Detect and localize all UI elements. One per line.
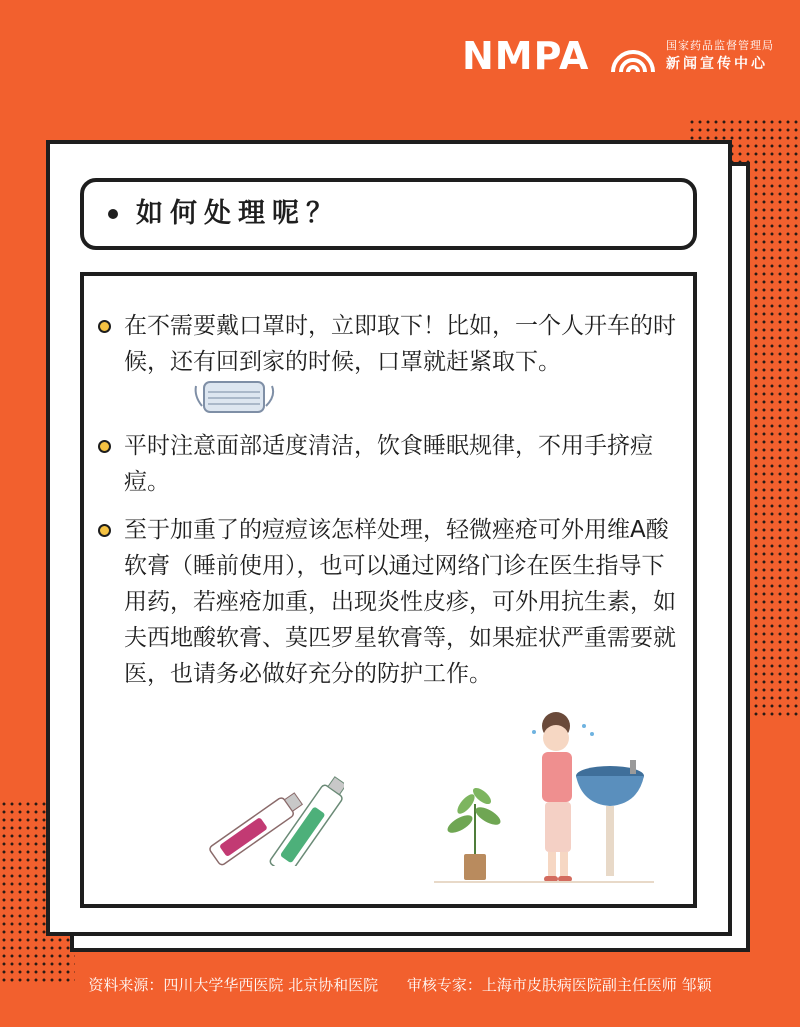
logo-org — [666, 38, 774, 74]
logo-org-line2: 新闻宣传中心 — [666, 56, 768, 72]
logo-brand: NMPA — [462, 34, 590, 78]
ointment-tubes-illustration — [194, 766, 344, 866]
footer-reviewer: 审核专家：上海市皮肤病医院副主任医师 邹颖 — [406, 976, 712, 994]
content-box — [80, 272, 697, 908]
list-item — [98, 308, 678, 418]
bullet-icon — [98, 524, 111, 537]
rainbow-arc-icon — [610, 36, 656, 74]
footer — [0, 974, 800, 996]
item-text: 平时注意面部适度清洁，饮食睡眠规律，不用手挤痘痘。 — [124, 433, 653, 495]
list-item — [98, 428, 678, 504]
heading-bullet — [108, 209, 118, 219]
girl-washing-face-illustration — [424, 704, 664, 904]
logo-org-line1: 国家药品监督管理局 — [666, 39, 774, 52]
list-item — [98, 512, 678, 732]
face-mask-icon — [192, 376, 276, 416]
item-text: 至于加重了的痘痘该怎样处理，轻微痤疮可外用维A酸软膏（睡前使用），也可以通过网络门诊在医生指导下用药，若痤疮加重，出现炎性皮疹，可外用抗生素，如夫西地酸软膏、莫匹罗星软膏等，如果症状严重需要就医，也请务必做好充分的防护工作。 — [124, 517, 676, 687]
item-text: 在不需要戴口罩时，立即取下！比如，一个人开车的时候，还有回到家的时候，口罩就赶紧取下。 — [124, 313, 676, 375]
bullet-icon — [98, 440, 111, 453]
bullet-icon — [98, 320, 111, 333]
footer-source: 资料来源：四川大学华西医院 北京协和医院 — [88, 976, 379, 994]
page-title: 如何处理呢？ — [136, 198, 340, 229]
heading-box — [80, 178, 697, 250]
